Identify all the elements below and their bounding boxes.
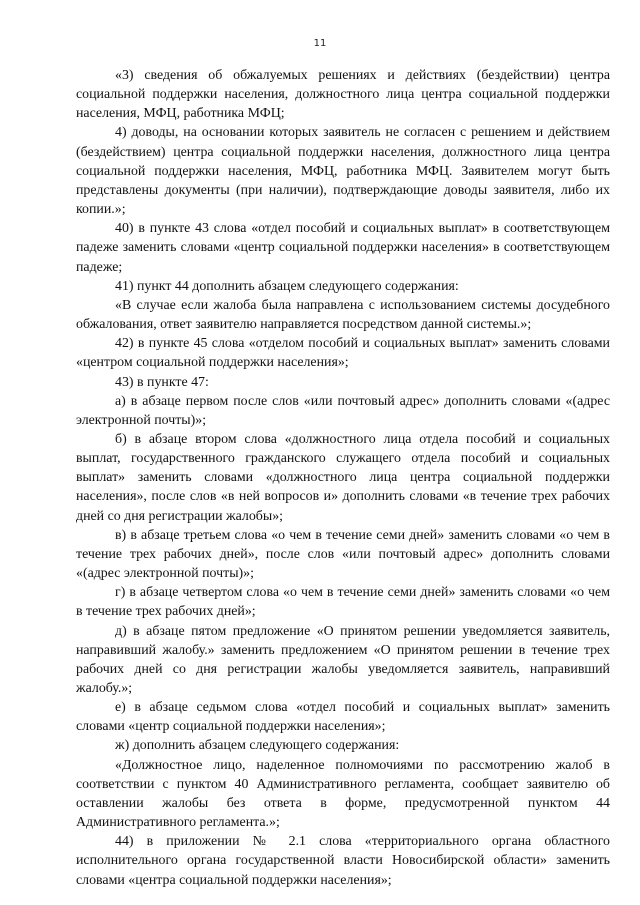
paragraph: 40) в пункте 43 слова «отдел пособий и социальных выплат» в соответствующем падеже заменить словами «центр социальной поддержки населения» в соответствующем падеже; [76,221,610,275]
document-body [76,66,610,890]
paragraph: е) в абзаце седьмом слова «отдел пособий и социальных выплат» заменить словами «центр социальной поддержки населения»; [76,700,610,735]
paragraph: д) в абзаце пятом предложение «О принятом решении уведомляется заявитель, направивший жалобу.» заменить предложением «О принятом решении в течение трех рабочих дней со дня регистрации жалобы уведомляется заявитель, направивший жалобу.»; [76,623,610,696]
page-number: 11 [313,38,327,49]
paragraph: г) в абзаце четвертом слова «о чем в течение семи дней» заменить словами «о чем в течение трех рабочих дней»; [76,585,610,620]
paragraph: б) в абзаце втором слова «должностного лица отдела пособий и социальных выплат, государственного гражданского служащего отдела пособий и социальных выплат» заменить словами «должностного лица центра социальной поддержки населения», после слов «в ней вопросов и» дополнить словами «в течение трех рабочих дней со дня регистрации жалобы»; [76,431,610,524]
paragraph: 42) в пункте 45 слова «отделом пособий и социальных выплат» заменить словами «центром социальной поддержки населения»; [76,336,610,371]
paragraph: ж) дополнить абзацем следующего содержания: [115,738,400,754]
paragraph: в) в абзаце третьем слова «о чем в течение семи дней» заменить словами «о чем в течение трех рабочих дней», после слов «или почтовый адрес» дополнить словами «(адрес электронной почты)»; [76,527,610,582]
paragraph: 44) в приложении № 2.1 слова «территориального органа областного исполнительного органа государственной власти Новосибирской области» заменить словами «центра социальной поддержки населения»; [76,834,610,888]
paragraph: «Должностное лицо, наделенное полномочиями по рассмотрению жалоб в соответствии с пунктом 40 Административного регламента, сообщает заявителю об оставлении жалобы без ответа в форме, предусмотренной пунктом 44 Административного регламента.»; [76,757,610,831]
paragraph: 41) пункт 44 дополнить абзацем следующего содержания: [115,278,459,294]
paragraph: а) в абзаце первом после слов «или почтовый адрес» дополнить словами «(адрес электронной почты)»; [76,393,610,428]
paragraph: 4) доводы, на основании которых заявитель не согласен с решением и действием (бездействием) центра социальной поддержки населения, должностного лица центра социальной поддержки населения, МФЦ, работника МФЦ. Заявителем могут быть представлены документы (при наличии), подтверждающие доводы заявителя, либо их копии.»; [76,125,610,218]
paragraph: «В случае если жалоба была направлена с использованием системы досудебного обжалования, ответ заявителю направляется посредством данной системы.»; [76,297,610,333]
paragraph: 43) в пункте 47: [115,374,209,390]
paragraph: «3) сведения об обжалуемых решениях и действиях (бездействии) центра социальной поддержки населения, должностного лица центра социальной поддержки населения, МФЦ, работника МФЦ; [76,68,610,122]
